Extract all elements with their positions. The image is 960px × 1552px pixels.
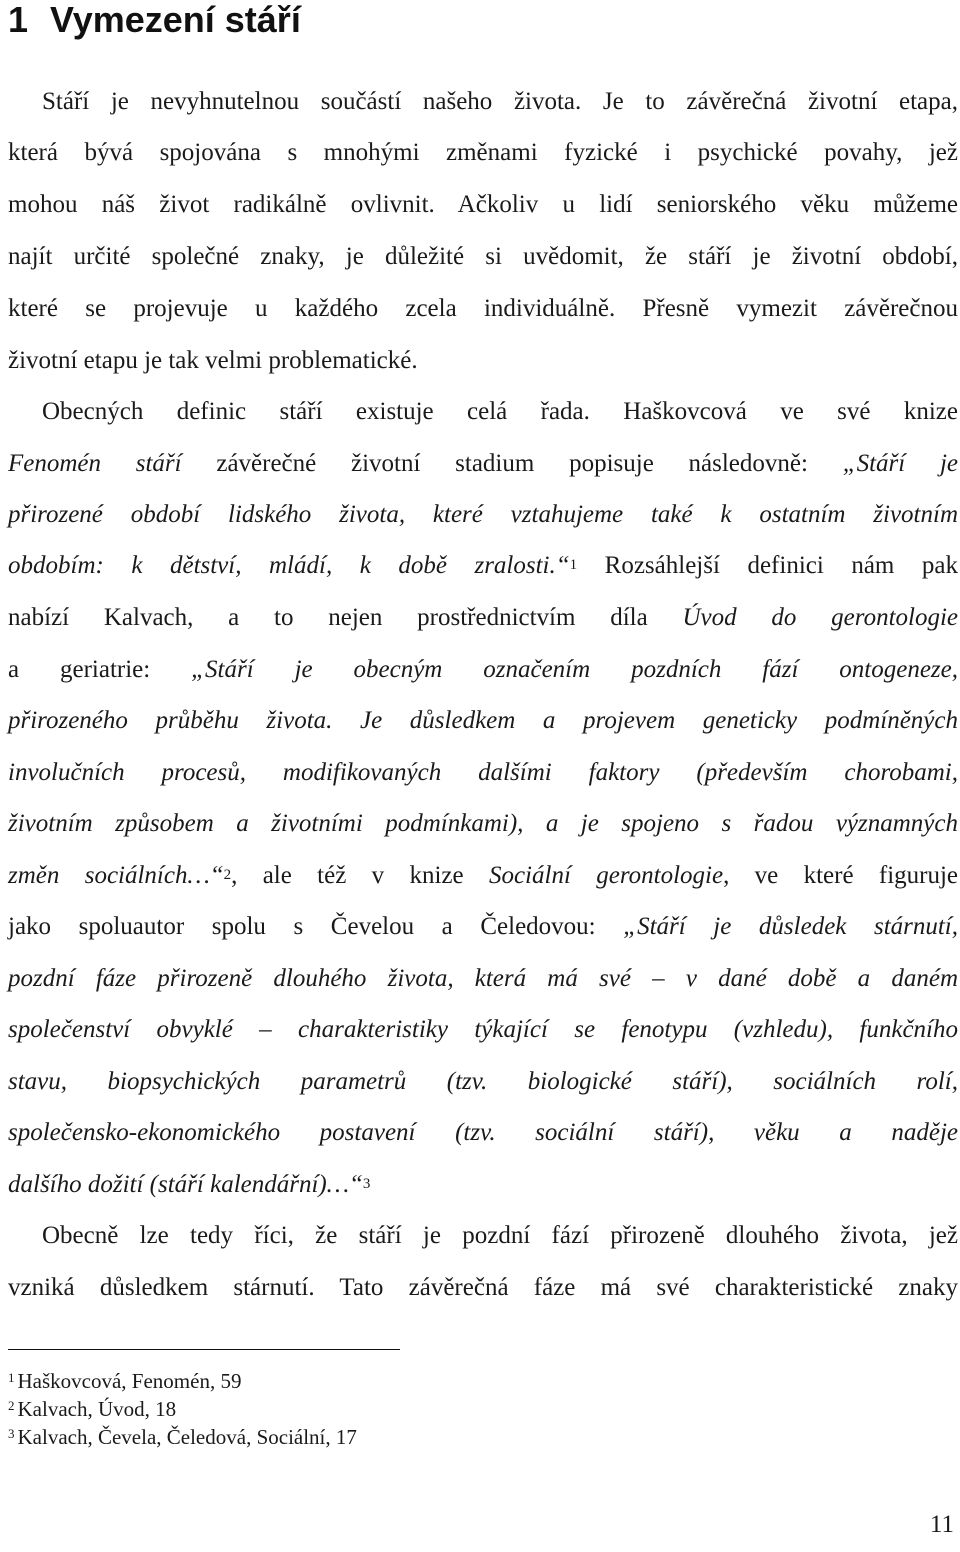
paragraph-2-line-7: přirozeného průběhu života. Je důsledkem a projevem geneticky podmíněných <box>8 707 958 734</box>
paragraph-3-line-1: Obecně lze tedy říci, že stáří je pozdní fází přirozeně dlouhého života, jež <box>42 1222 958 1249</box>
paragraph-2-line-10: změn sociálních…“$^2$, ale též v knize Sociální gerontologie, ve které figuruje <box>8 862 959 889</box>
paragraph-2-line-12: pozdní fáze přirozeně dlouhého života, která má své – v dané době a daném <box>8 965 958 992</box>
footnote-1-text: Haškovcová, Fenomén, 59 <box>17 1369 242 1393</box>
footnote-separator <box>8 1349 400 1350</box>
paragraph-2-line-6: a geriatrie: „Stáří je obecným označením pozdních fází ontogeneze, <box>8 656 959 683</box>
footnote-2-text: Kalvach, Úvod, 18 <box>17 1397 177 1421</box>
chapter-title: Vymezení stáří <box>50 0 301 40</box>
footnote-3-number: 3 <box>8 1426 15 1441</box>
paragraph-2-line-13: společenství obvyklé – charakteristiky týkající se fenotypu (vzhledu), funkčního <box>8 1016 958 1043</box>
footnote-3-text: Kalvach, Čevela, Čeledová, Sociální, 17 <box>17 1425 357 1449</box>
paragraph-1-line-6: životní etapu je tak velmi problematické. <box>8 347 418 374</box>
paragraph-1-line-4: najít určité společné znaky, je důležité si uvědomit, že stáří je životní období, <box>8 243 958 270</box>
footnote-3 <box>8 1425 357 1449</box>
paragraph-3-line-2: vzniká důsledkem stárnutí. Tato závěrečná fáze má své charakteristické znaky <box>8 1274 958 1301</box>
paragraph-1-line-1: Stáří je nevyhnutelnou součástí našeho života. Je to závěrečná životní etapa, <box>42 88 958 115</box>
paragraph-2-line-1: Obecných definic stáří existuje celá řada. Haškovcová ve své knize <box>42 398 958 425</box>
paragraph-2-line-16: dalšího dožití (stáří kalendářní)…“$^3$ <box>8 1171 371 1198</box>
paragraph-2-line-3: přirozené období lidského života, které vztahujeme také k ostatním životním <box>8 501 958 528</box>
footnote-ref-1: 1 <box>569 557 578 573</box>
footnote-ref-2: 2 <box>223 867 232 883</box>
paragraph-2-line-9: životním způsobem a životními podmínkami), a je spojeno s řadou významných <box>8 810 958 837</box>
book-title-socialni: Sociální gerontologie <box>488 862 724 889</box>
paragraph-2-line-14: stavu, biopsychických parametrů (tzv. biologické stáří), sociálních rolí, <box>8 1068 958 1095</box>
footnote-1-number: 1 <box>8 1370 15 1385</box>
footnote-2-number: 2 <box>8 1398 15 1413</box>
chapter-heading <box>8 0 301 40</box>
paragraph-2-line-8: involučních procesů, modifikovaných dalšími faktory (především chorobami, <box>8 759 958 786</box>
chapter-number: 1 <box>8 0 29 40</box>
paragraph-2-line-4: obdobím: k dětství, mládí, k době zralosti.“$^1$ Rozsáhlejší definici nám pak <box>8 552 958 579</box>
paragraph-1-line-5: které se projevuje u každého zcela individuálně. Přesně vymezit závěrečnou <box>8 295 958 322</box>
footnote-ref-3: 3 <box>362 1176 371 1192</box>
book-title-fenomen: Fenomén stáří <box>8 450 182 477</box>
quote-start: „Stáří je <box>842 450 958 477</box>
paragraph-2-line-15: společensko-ekonomického postavení (tzv. sociální stáří), věku a naděje <box>8 1119 958 1146</box>
paragraph-2-line-11: jako spoluautor spolu s Čevelou a Čeledovou: „Stáří je důsledek stárnutí, <box>8 913 959 940</box>
paragraph-2-line-2: Fenomén stáří závěrečné životní stadium popisuje následovně: „Stáří je <box>8 450 958 477</box>
book-title-uvod: Úvod do gerontologie <box>682 604 959 631</box>
paragraph-1-line-3: mohou náš život radikálně ovlivnit. Ačkoliv u lidí seniorského věku můžeme <box>8 191 958 218</box>
paragraph-2-line-5: nabízí Kalvach, a to nejen prostřednictvím díla Úvod do gerontologie <box>8 604 959 631</box>
paragraph-1-line-2: která bývá spojována s mnohými změnami fyzické i psychické povahy, jež <box>8 139 958 166</box>
page-number: 11 <box>929 1511 954 1538</box>
footnote-1 <box>8 1369 241 1393</box>
footnote-2 <box>8 1397 176 1421</box>
